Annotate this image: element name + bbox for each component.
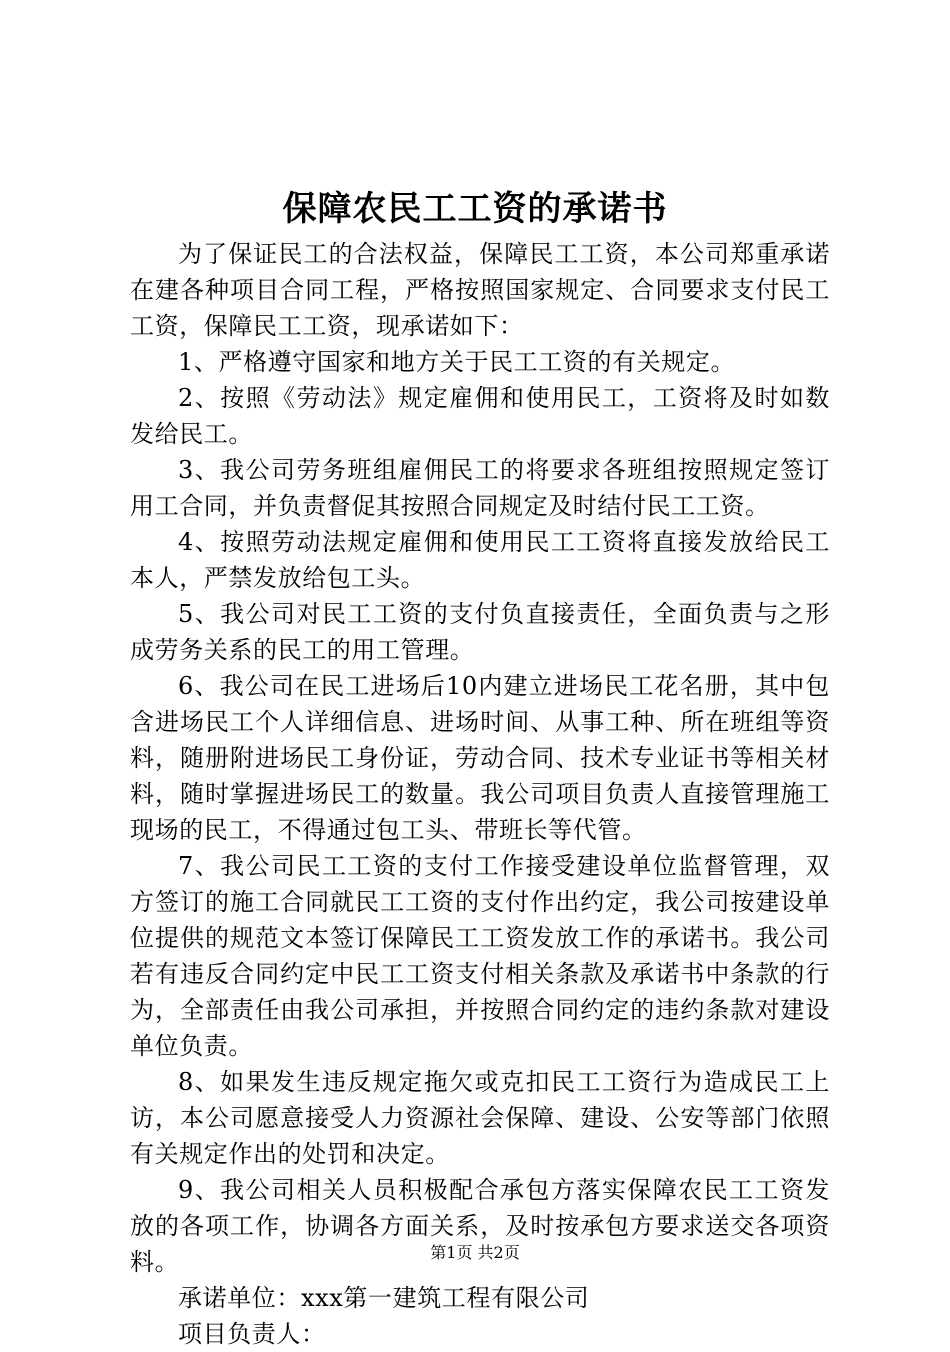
document-title: 保障农民工工资的承诺书: [282, 189, 668, 229]
clause-5: 5、我公司对民工工资的支付负直接责任，全面负责与之形成劳务关系的民工的用工管理。: [130, 600, 830, 664]
clause-9: 9、我公司相关人员积极配合承包方落实保障农民工工资发放的各项工作，协调各方面关系，及时按承包方要求送交各项资料。: [130, 1176, 830, 1276]
clause-1: 1、严格遵守国家和地方关于民工工资的有关规定。: [178, 348, 736, 376]
intro-paragraph: 为了保证民工的合法权益，保障民工工资，本公司郑重承诺在建各种项目合同工程，严格按照国家规定、合同要求支付民工工资，保障民工工资，现承诺如下：: [130, 240, 830, 340]
clause-2: 2、按照《劳动法》规定雇佣和使用民工，工资将及时如数发给民工。: [130, 384, 830, 448]
page-number-footer: 第1页 共2页: [430, 1243, 520, 1262]
clause-4: 4、按照劳动法规定雇佣和使用民工工资将直接发放给民工本人，严禁发放给包工头。: [130, 528, 830, 592]
document-body: [130, 236, 830, 1352]
clause-3: 3、我公司劳务班组雇佣民工的将要求各班组按照规定签订用工合同，并负责督促其按照合同规定及时结付民工工资。: [130, 456, 830, 520]
signature-person: 项目负责人：: [178, 1320, 326, 1348]
clause-6: 6、我公司在民工进场后10内建立进场民工花名册，其中包含进场民工个人详细信息、进场时间、从事工种、所在班组等资料，随册附进场民工身份证，劳动合同、技术专业证书等相关材料，随时掌握进场民工的数量。我公司项目负责人直接管理施工现场的民工，不得通过包工头、带班长等代管。: [130, 672, 830, 844]
clause-8: 8、如果发生违反规定拖欠或克扣民工工资行为造成民工上访，本公司愿意接受人力资源社会保障、建设、公安等部门依照有关规定作出的处罚和决定。: [130, 1068, 830, 1168]
clause-7: 7、我公司民工工资的支付工作接受建设单位监督管理，双方签订的施工合同就民工工资的支付作出约定，我公司按建设单位提供的规范文本签订保障民工工资发放工作的承诺书。我公司若有违反合同约定中民工工资支付相关条款及承诺书中条款的行为，全部责任由我公司承担，并按照合同约定的违约条款对建设单位负责。: [130, 852, 830, 1060]
signature-unit: 承诺单位：xxx第一建筑工程有限公司: [178, 1284, 590, 1312]
